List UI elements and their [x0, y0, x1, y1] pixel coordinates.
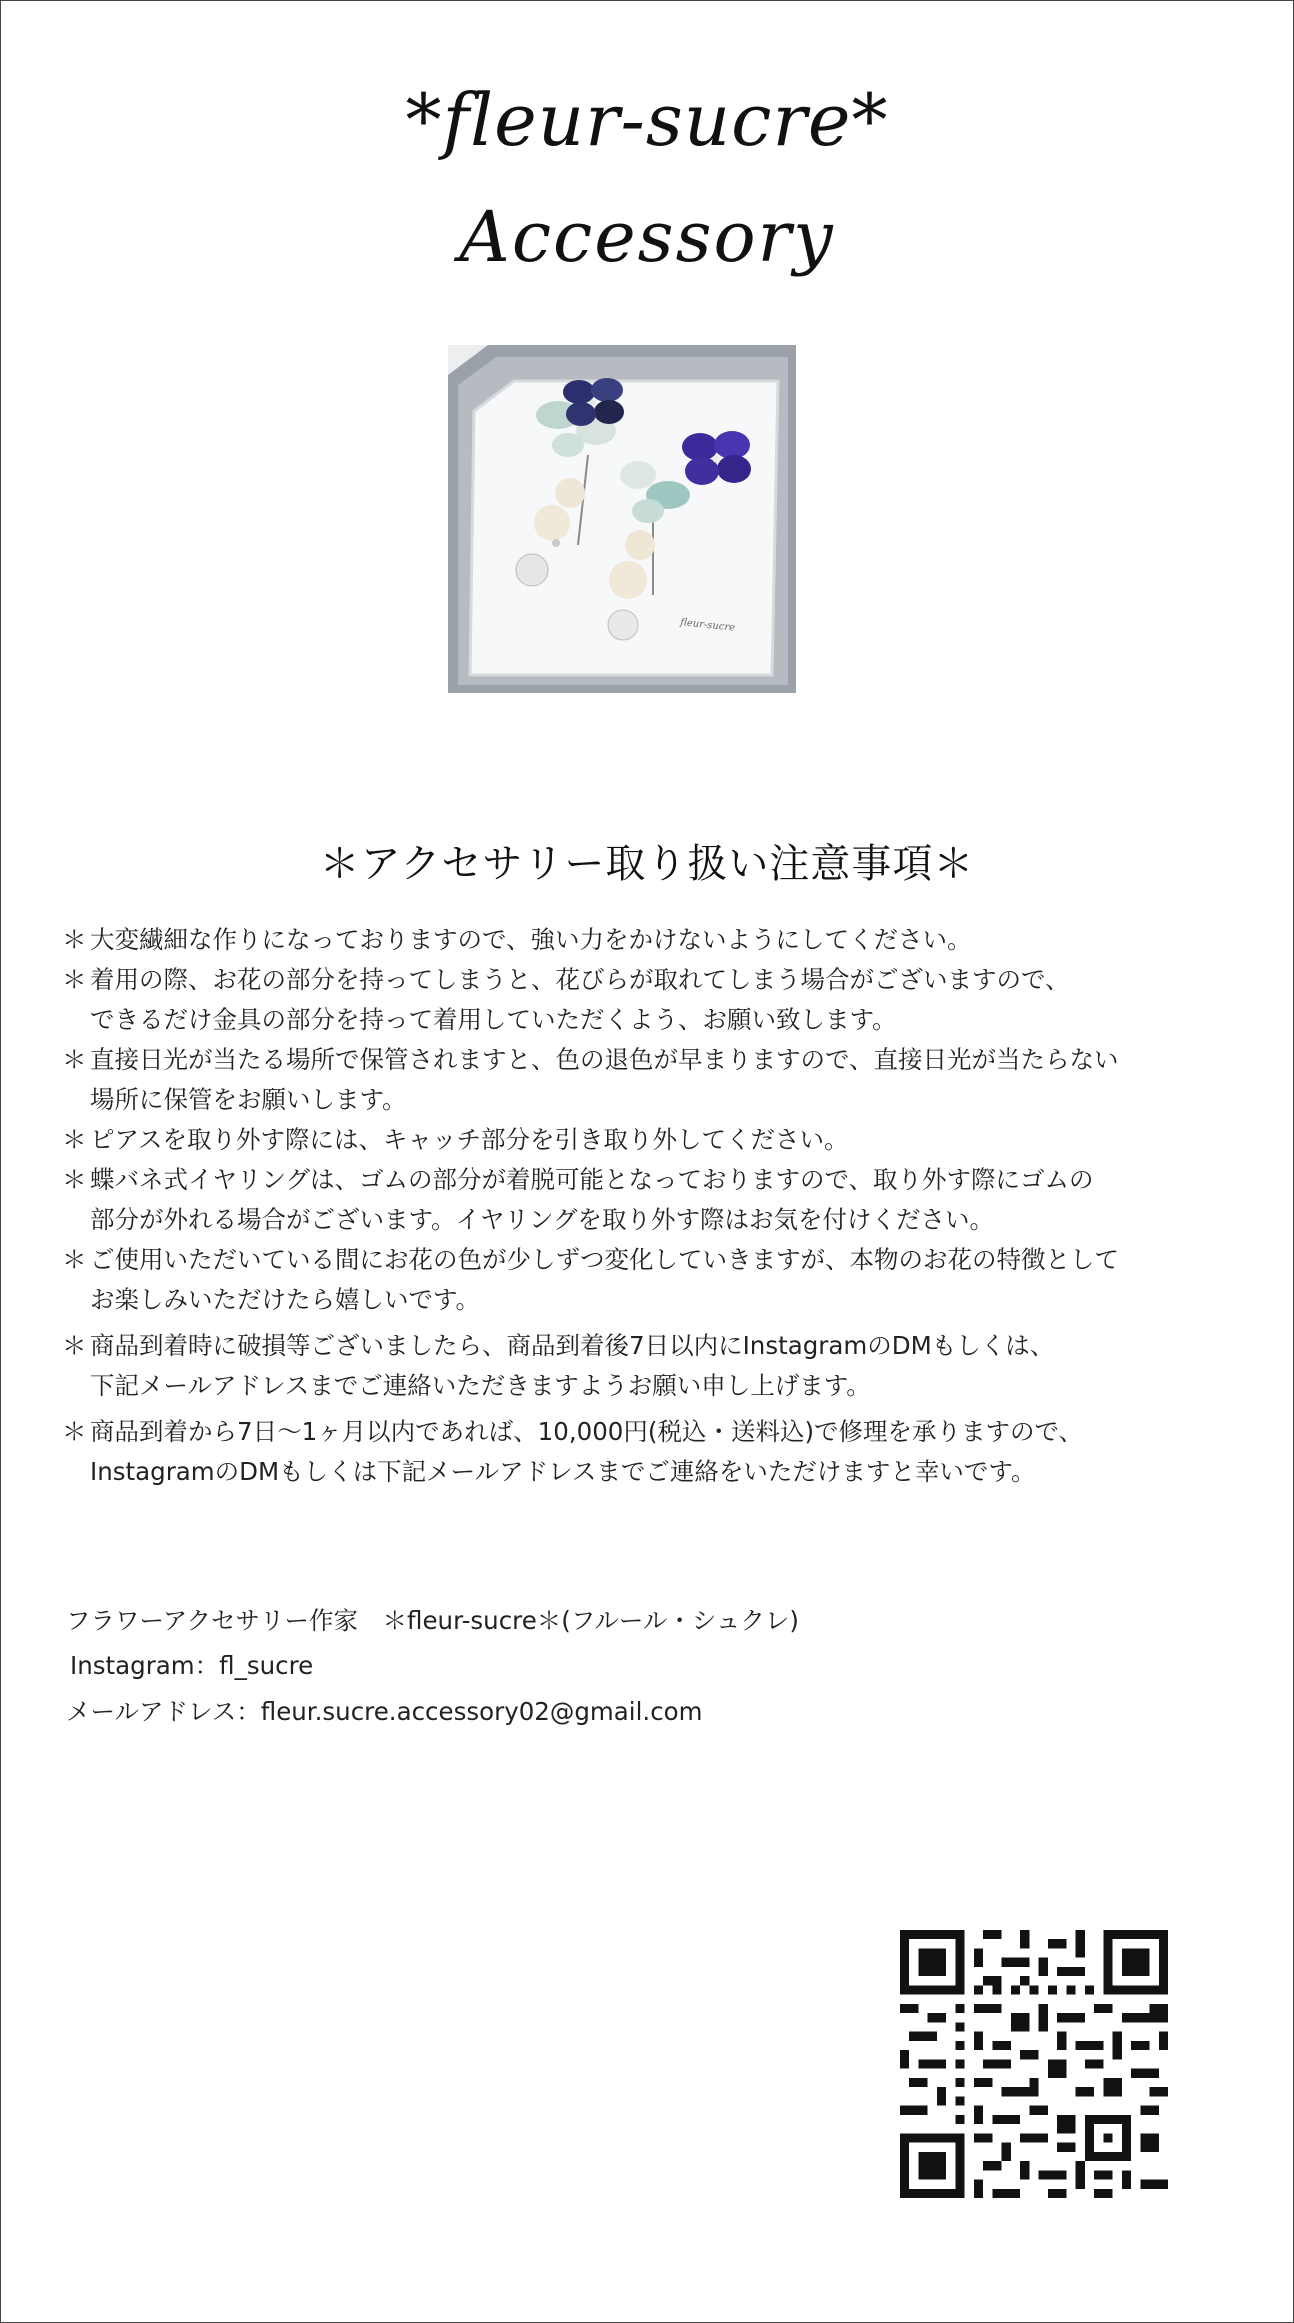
notice-line: 下記メールアドレスまでご連絡いただきますようお願い申し上げます。	[90, 1371, 871, 1400]
bullet-star: ＊	[62, 1045, 87, 1074]
bullet-star: ＊	[62, 1125, 87, 1154]
notice-line: 着用の際、お花の部分を持ってしまうと、花びらが取れてしまう場合がございますので、	[90, 965, 1070, 994]
notice-item	[62, 1120, 1242, 1160]
notice-item	[62, 1326, 1242, 1406]
product-photo	[448, 345, 796, 693]
bullet-star: ＊	[62, 1331, 87, 1360]
notice-list	[62, 920, 1242, 1492]
notice-line: 場所に保管をお願いします。	[90, 1085, 407, 1114]
brand-title: *fleur-sucre*	[405, 78, 889, 162]
bullet-star: ＊	[62, 1245, 87, 1274]
photo-caption: fleur-sucre	[679, 617, 736, 634]
notice-item	[62, 1040, 1242, 1120]
notice-line: 商品到着時に破損等ございましたら、商品到着後7日以内にInstagramのDMもしくは、	[90, 1331, 1055, 1360]
notice-line: 商品到着から7日〜1ヶ月以内であれば、10,000円(税込・送料込)で修理を承りますので、	[90, 1417, 1084, 1446]
brand-subtitle: Accessory	[459, 196, 835, 278]
email-line: メールアドレス：fleur.sucre.accessory02@gmail.com	[66, 1697, 703, 1726]
notice-line: できるだけ金具の部分を持って着用していただくよう、お願い致します。	[90, 1005, 897, 1034]
notice-item	[62, 920, 1242, 960]
instagram-line: Instagram：fl_sucre	[70, 1651, 314, 1680]
notice-line: ピアスを取り外す際には、キャッチ部分を引き取り外してください。	[90, 1125, 849, 1154]
bullet-star: ＊	[62, 925, 87, 954]
notice-line: 大変繊細な作りになっておりますので、強い力をかけないようにしてください。	[90, 925, 972, 954]
notice-item	[62, 960, 1242, 1040]
qr-code-icon[interactable]	[900, 1930, 1168, 2198]
notice-line: 部分が外れる場合がございます。イヤリングを取り外す際はお気を付けください。	[90, 1205, 995, 1234]
notice-item	[62, 1412, 1242, 1492]
notice-line: お楽しみいただけたら嬉しいです。	[90, 1285, 481, 1314]
bullet-star: ＊	[62, 1417, 87, 1446]
bullet-star: ＊	[62, 1165, 87, 1194]
notice-line: ご使用いただいている間にお花の色が少しずつ変化していきますが、本物のお花の特徴として	[90, 1245, 1119, 1274]
bullet-star: ＊	[62, 965, 87, 994]
artist-line: フラワーアクセサリー作家 ＊fleur-sucre＊(フルール・シュクレ)	[66, 1606, 799, 1635]
notice-line: 蝶バネ式イヤリングは、ゴムの部分が着脱可能となっておりますので、取り外す際にゴムの	[90, 1165, 1094, 1194]
notice-item	[62, 1240, 1242, 1320]
notice-item	[62, 1160, 1242, 1240]
notice-line: InstagramのDMもしくは下記メールアドレスまでご連絡をいただけますと幸いです。	[90, 1457, 1036, 1486]
notice-line: 直接日光が当たる場所で保管されますと、色の退色が早まりますので、直接日光が当たらない	[90, 1045, 1119, 1074]
notice-heading: ＊アクセサリー取り扱い注意事項＊	[319, 841, 975, 887]
